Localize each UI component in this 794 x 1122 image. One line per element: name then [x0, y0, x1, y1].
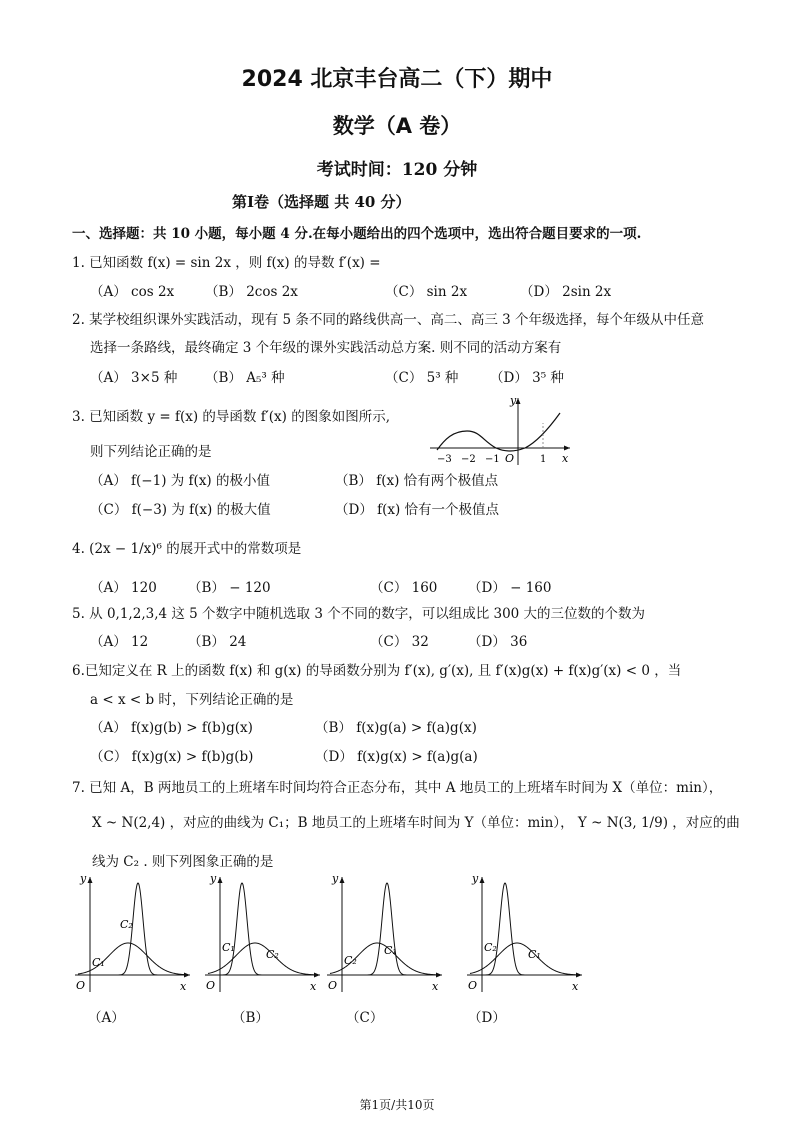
q3-stem-line2: 则下列结论正确的是 [90, 444, 212, 460]
q7-graph-b-x-label: x [310, 980, 317, 993]
q6-option-b: （B） f(x)g(a) > f(a)g(x) [315, 720, 477, 736]
q7-graph-c-label-left: C₂ [344, 954, 357, 967]
page-footer: 第1页/共10页 [359, 1098, 435, 1112]
q4-option-d: （D） − 160 [468, 580, 552, 596]
instructions: 一、选择题：共 10 小题，每小题 4 分.在每小题给出的四个选项中，选出符合题目要求的一项. [72, 226, 642, 242]
q3-tick-label: −3 [437, 454, 452, 465]
q4-stem: 4. (2x − 1/x)⁶ 的展开式中的常数项是 [72, 541, 302, 557]
q5-option-a: （A） 12 [90, 634, 149, 650]
q7-graph-a-y-label: y [80, 872, 87, 885]
subject-title: 数学（A 卷） [332, 114, 462, 138]
q7-graph-b-y-label: y [210, 872, 217, 885]
q3-x-label: x [562, 452, 569, 465]
q3-tick-label: −1 [485, 454, 500, 465]
q7-stem-line1: 7. 已知 A，B 两地员工的上班堵车时间均符合正态分布，其中 A 地员工的上班堵车时间为 X（单位：min）， [72, 780, 723, 796]
q2-option-c: （C） 5³ 种 [385, 370, 459, 386]
q3-option-a: （A） f(−1) 为 f(x) 的极小值 [90, 473, 270, 489]
q5-option-b: （B） 24 [188, 634, 247, 650]
q3-y-arrow [516, 398, 521, 404]
q7-option-c: （C） [346, 1010, 384, 1026]
q3-origin-label: O [505, 452, 515, 465]
q1-option-d: （D） 2sin 2x [520, 284, 612, 300]
q1-stem: 1. 已知函数 f(x) = sin 2x ，则 f(x) 的导数 f′(x) = [72, 255, 381, 271]
q7-graph-d-y-label: y [472, 872, 479, 885]
q7-graph-a-x-label: x [180, 980, 187, 993]
q6-option-c: （C） f(x)g(x) > f(b)g(b) [90, 749, 254, 765]
q7-graph-b [200, 872, 325, 997]
q3-stem-line1: 3. 已知函数 y = f(x) 的导函数 f′(x) 的图象如图所示, [72, 409, 391, 425]
q5-stem: 5. 从 0,1,2,3,4 这 5 个数字中随机选取 3 个不同的数字，可以组成比 300 大的三位数的个数为 [72, 606, 646, 622]
q7-option-a: （A） [88, 1010, 125, 1026]
q2-stem-line2: 选择一条路线，最终确定 3 个年级的课外实践活动总方案. 则不同的活动方案有 [90, 340, 562, 356]
q6-option-a: （A） f(x)g(b) > f(b)g(x) [90, 720, 253, 736]
q3-tick-label: 1 [540, 454, 547, 465]
q6-option-d: （D） f(x)g(x) > f(a)g(a) [315, 749, 478, 765]
q7-graph-c [322, 872, 447, 997]
q7-graph-b-label-left: C₁ [222, 941, 235, 954]
q1-option-b: （B） 2cos 2x [205, 284, 298, 300]
q3-option-c: （C） f(−3) 为 f(x) 的极大值 [90, 502, 271, 518]
q4-option-a: （A） 120 [90, 580, 157, 596]
q7-graph-b-label-right: C₂ [266, 948, 279, 961]
q2-option-a: （A） 3×5 种 [90, 370, 178, 386]
q7-graph-a [70, 872, 195, 997]
q7-graph-c-x-label: x [432, 980, 439, 993]
q3-curve [437, 413, 560, 451]
q3-derivative-graph [425, 393, 575, 468]
q7-stem-line2: X ~ N(2,4) ，对应的曲线为 C₁；B 地员工的上班堵车时间为 Y（单位：min）， Y ~ N(3, 1/9) ，对应的曲 [92, 815, 740, 831]
q6-stem-line1: 6.已知定义在 R 上的函数 f(x) 和 g(x) 的导函数分别为 f′(x), g′(x), 且 f′(x)g(x) + f(x)g′(x) < 0 ，当 [72, 663, 682, 679]
q7-graph-c-origin: O [328, 979, 338, 992]
q7-graph-d-label-left: C₂ [484, 941, 497, 954]
q5-option-c: （C） 32 [370, 634, 429, 650]
q1-option-c: （C） sin 2x [385, 284, 468, 300]
page-title: 2024 北京丰台高二（下）期中 [241, 67, 553, 92]
q7-graph-d-label-right: C₁ [528, 948, 541, 961]
q7-graph-b-origin: O [206, 979, 216, 992]
q1-option-a: （A） cos 2x [90, 284, 175, 300]
q3-option-d: （D） f(x) 恰有一个极值点 [335, 502, 500, 518]
q3-tick-label: −2 [461, 454, 476, 465]
q7-option-d: （D） [468, 1010, 506, 1026]
section-heading: 第Ⅰ卷（选择题 共 40 分） [232, 193, 411, 211]
q3-x-arrow [564, 446, 570, 451]
exam-time: 考试时间：120 分钟 [316, 160, 478, 180]
q4-option-b: （B） − 120 [188, 580, 271, 596]
q2-stem-line1: 2. 某学校组织课外实践活动，现有 5 条不同的路线供高一、高二、高三 3 个年级选择，每个年级从中任意 [72, 312, 705, 328]
q4-option-c: （C） 160 [370, 580, 438, 596]
q7-graph-a-label-left: C₁ [92, 956, 105, 969]
q6-stem-line2: a < x < b 时，下列结论正确的是 [90, 692, 294, 708]
q2-option-b: （B） A₅³ 种 [205, 370, 285, 386]
q7-graph-d-origin: O [468, 979, 478, 992]
q7-graph-d [462, 872, 587, 997]
q7-graph-a-origin: O [76, 979, 86, 992]
q7-stem-line3: 线为 C₂ . 则下列图象正确的是 [92, 854, 274, 870]
q7-graph-c-label-right: C₁ [384, 944, 397, 957]
q7-graph-d-curve-c2 [470, 883, 580, 975]
q7-graph-c-y-label: y [332, 872, 339, 885]
q2-option-d: （D） 3⁵ 种 [490, 370, 564, 386]
q5-option-d: （D） 36 [468, 634, 528, 650]
q3-y-label: y [510, 394, 517, 407]
q7-graph-d-x-label: x [572, 980, 579, 993]
q3-option-b: （B） f(x) 恰有两个极值点 [335, 473, 499, 489]
q7-graph-a-label-right: C₂ [120, 918, 133, 931]
q7-option-b: （B） [232, 1010, 269, 1026]
q7-graph-b-curve-c1 [208, 883, 318, 975]
